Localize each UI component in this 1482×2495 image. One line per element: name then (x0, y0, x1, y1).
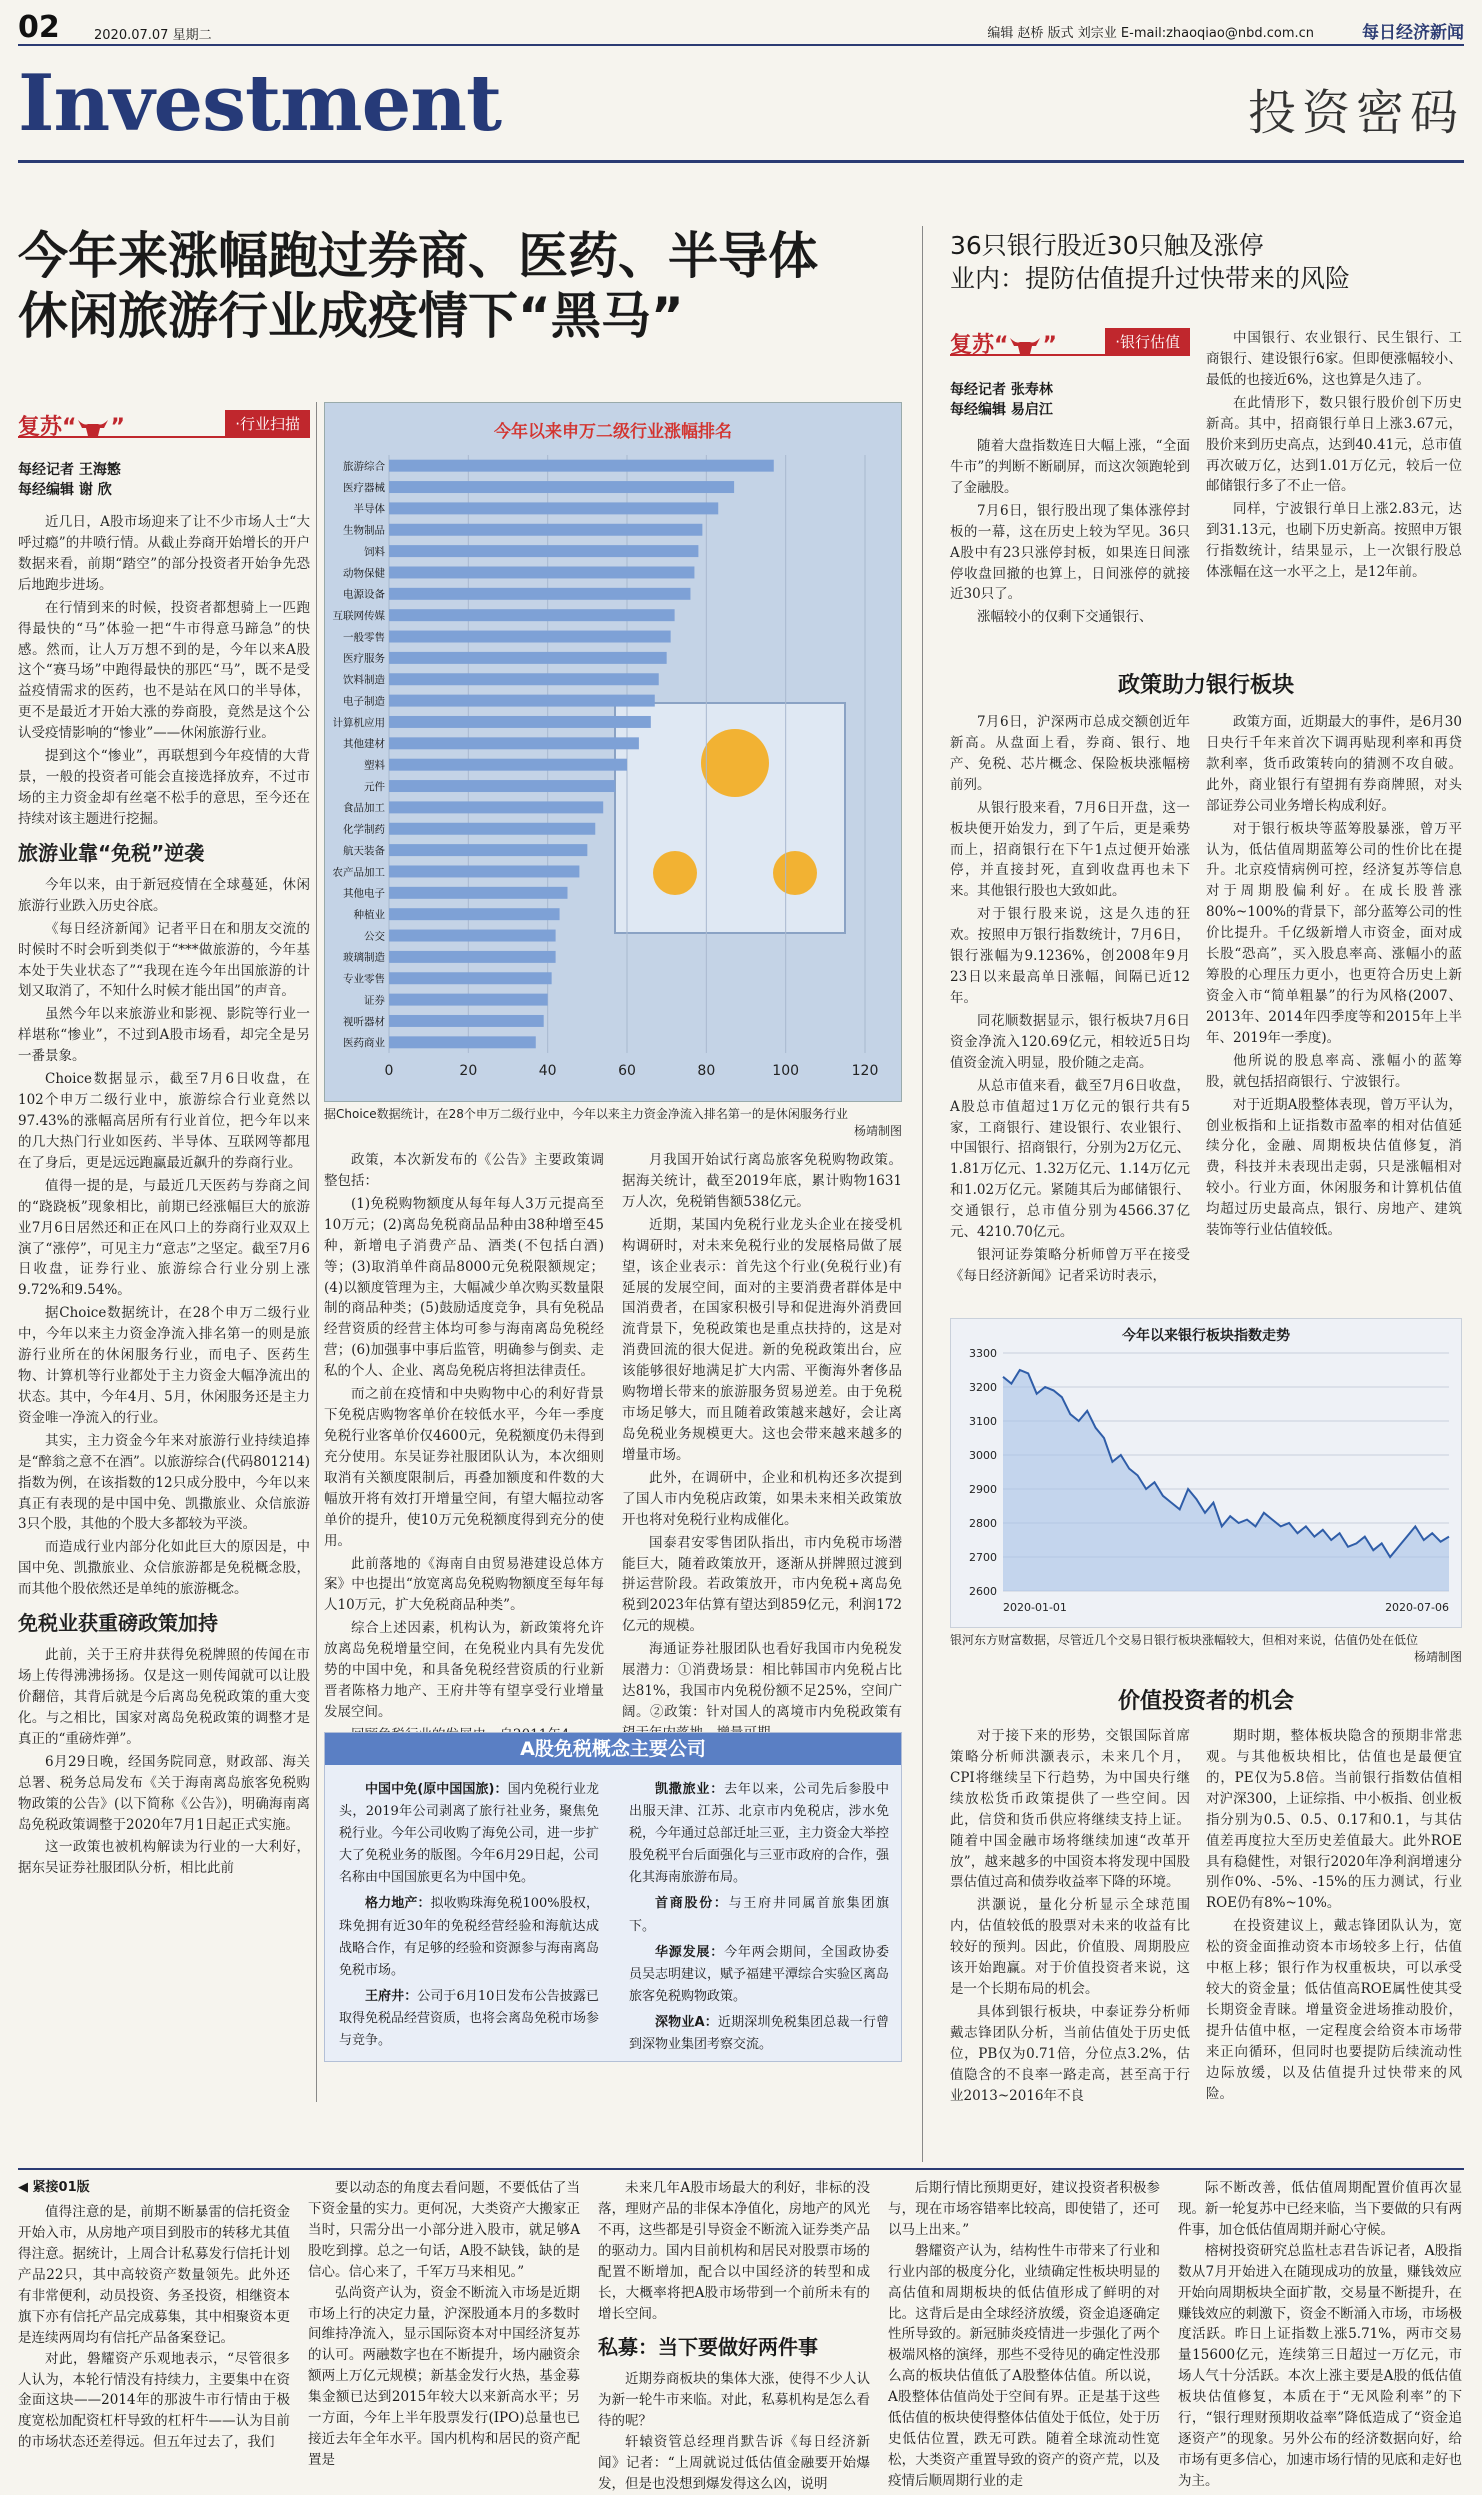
tag-label: ·行业扫描 (225, 410, 310, 437)
paragraph: 具体到银行板块，中泰证券分析师戴志锋团队分析，当前估值处于历史低位，PB仅为0.71倍，分位点3.2%，估值隐含的不良率一路走高，甚至高于行业2013~2016年不良 (950, 2003, 1190, 2104)
paragraph: 随着大盘指数连日大幅上涨，“全面牛市”的判断不断刷屏，而这次领跑轮到了金融股。 (950, 438, 1190, 496)
category-label: 电子制造 (343, 695, 385, 708)
paragraph: 这一政策也被机构解读为行业的一大利好，据东吴证券社服团队分析，相比此前 (18, 1839, 310, 1877)
concept-left-list (339, 1779, 599, 2056)
y-tick-label: 2800 (969, 1517, 997, 1530)
concept-company-name: 华源发展： (655, 1944, 725, 1960)
category-label: 航天装备 (343, 844, 385, 857)
section-divider (18, 160, 1464, 163)
bar (389, 737, 639, 749)
bar (389, 566, 694, 578)
industry-ranking-svg (325, 403, 903, 1103)
bar (389, 865, 579, 877)
subhead-tourism: 旅游业靠“免税”逆袭 (18, 840, 205, 865)
x-tick-label: 120 (851, 1063, 879, 1079)
bar (389, 823, 595, 835)
coin-icon (773, 851, 817, 895)
bar (389, 524, 702, 536)
y-tick-label: 3000 (969, 1449, 997, 1462)
industry-ranking-chart (324, 402, 902, 1102)
paragraph: 月我国开始试行离岛旅客免税购物政策。据海关统计，截至2019年底，累计购物1631万人次，免税销售额538亿元。 (622, 1152, 902, 1210)
y-tick-label: 2600 (969, 1585, 997, 1598)
bar (389, 1036, 536, 1048)
bank-tag-label: ·银行估值 (1105, 328, 1190, 355)
bottom-col3-paragraphs (598, 2178, 870, 2324)
concept-right-list (629, 1779, 889, 2060)
bank-col2-paragraphs (1206, 328, 1462, 583)
bank-headline-line2: 业内：提防估值提升过快带来的风险 (950, 263, 1351, 293)
chart-credit: 杨靖制图 (853, 1123, 902, 1138)
bank-sec1-col1 (950, 712, 1190, 1287)
paragraph: 未来几年A股市场最大的利好，非标的没落，理财产品的非保本净值化，房地产的风光不再，这些都是引导资金不断流入证券类产品的驱动力。国内目前机构和居民对股票市场的配置不断增加，配合以中国经济的转型和成长，大概率将把A股市场带到一个前所未有的增长空间。 (598, 2180, 870, 2322)
bank-byline (950, 380, 1053, 421)
section-title-english: Investment (18, 58, 501, 149)
category-label: 饲料 (364, 545, 385, 558)
date-line (94, 24, 212, 43)
category-label: 计算机应用 (332, 716, 385, 729)
y-tick-label: 2700 (969, 1551, 997, 1564)
paragraph: 7月6日，银行股出现了集体涨停封板的一幕，这在历史上较为罕见。36只A股中有23只涨停封板，如果连日间涨停收盘回撤的也算上，日间涨停的就接近30只了。 (950, 502, 1190, 603)
reporter: 每经记者 王海慜 (18, 462, 121, 478)
paragraph: 弘尚资产认为，资金不断流入市场是近期市场上行的决定力量，沪深股通本月的多数时间维持净流入，显示国际资本对中国经济复苏的认可。两融数字也在不断提升，场内融资余额两上万亿元规模；新基金发行火热，基金募集金额已达到2015年较大以来新高水平；另一方面，今年上半年股票发行(IPO)总量也已接近去年全年水平。国内机构和居民的资产配置是 (308, 2284, 580, 2468)
left-story-column-3 (622, 1150, 902, 1720)
paragraph: 近几日，A股市场迎来了让不少市场人士“大呼过瘾”的井喷行情。从截止券商开始增长的开户数据来看，前期“踏空”的部分投资者开始争先恐后地跑步进场。 (18, 514, 310, 593)
main-headline-line2: 休闲旅游行业成疫情下“黑马” (18, 287, 684, 345)
area-fill (1003, 1370, 1449, 1591)
paragraph: 今年以来，由于新冠疫情在全球蔓延，休闲旅游行业跌入历史谷底。 (18, 876, 310, 914)
category-label: 饮料制造 (343, 674, 385, 687)
y-tick-label: 3100 (969, 1415, 997, 1428)
concept-company-name: 首商股份： (655, 1896, 729, 1912)
concept-item (629, 1893, 889, 1937)
column-rule (316, 402, 317, 2102)
concept-company-name: 深物业A： (655, 2014, 718, 2030)
paragraph: 在此情形下，数只银行股价创下历史新高。其中，招商银行单日上涨3.67元，股价来到历史高点，达到40.41元，总市值再次破万亿，达到1.01万亿元，较后一位邮储银行多了不止一倍。 (1206, 394, 1462, 495)
bank-chart-caption-text: 银河东方财富数据，尽管近几个交易日银行板块涨幅较大，但相对来说，估值仍处在低位 (950, 1633, 1419, 1647)
paragraph: 虽然今年以来旅游业和影视、影院等行业一样堪称“惨业”，不过到A股市场看，却完全是另一番景象。 (18, 1006, 310, 1065)
bottom-col5-paragraphs (1178, 2178, 1462, 2492)
paragraph: 对于接下来的形势，交银国际首席策略分析师洪灏表示，未来几个月，CPI将继续呈下行趋势，为中国央行继续放松货币政策提供了一些空间。因此，信贷和货币供应将继续支持上证。随着中国金融市场将继续加速“改革开放”，越来越多的中国资本将发现中国股票估值过高和债券收益率下降的环境。 (950, 1728, 1190, 1891)
paragraph: 值得一提的是，与最近几天医药与券商之间的“跷跷板”现象相比，前期已经涨幅巨大的旅游业7月6日居然还和正在风口上的券商行业双双上演了“涨停”，可见主力“意志”之坚定。截至7月6日收盘，证券行业、旅游综合行业分别上涨9.72%和9.54%。 (18, 1177, 310, 1299)
bank-reporter: 每经记者 张寿林 (950, 382, 1053, 398)
bank-subhead-policy: 政策助力银行板块 (1117, 673, 1294, 698)
paragraph: 对于银行板块等蓝筹股暴涨，曾万平认为，低估值周期蓝筹公司的性价比在提升。北京疫情病例可控，经济复苏等信息对于周期股偏利好。在成长股普涨80%~100%的背景下，部分蓝筹公司的性价比提升。千亿级新增人市资金，面对成长股“恐高”，买入股息率高、涨幅小的蓝筹股的心理压力更小，也更符合历史上新资金入市“简单粗暴”的行为风格(2007、2013年、2014年四季度等和2015年上半年、2019年一季度)。 (1206, 820, 1462, 1046)
paragraph: 轩辕资管总经理肖默告诉《每日经济新闻》记者：“上周就说过低估值金融要开始爆发，但是也没想到爆发得这么凶，说明 (598, 2434, 870, 2493)
bar (389, 652, 667, 664)
paragraph: 近期券商板块的集体大涨，使得不少人认为新一轮牛市来临。对此，私募机构是怎么看待的呢？ (598, 2371, 870, 2430)
bar (389, 887, 568, 899)
category-label: 塑料 (364, 759, 385, 772)
concept-list-right (629, 1779, 889, 2056)
concept-box-title: A股免税概念主要公司 (325, 1733, 901, 1765)
concept-company-name: 中国中免(原中国国旅)： (365, 1782, 508, 1797)
byline (18, 460, 121, 501)
chart-caption-text: 据Choice数据统计，在28个申万二级行业中，今年以来主力资金净流入排名第一的是休闲服务行业 (324, 1107, 848, 1121)
paragraph: 政策，本次新发布的《公告》主要政策调整包括： (324, 1152, 604, 1189)
y-tick-label: 3300 (969, 1347, 997, 1360)
concept-company-name: 王府井： (365, 1988, 418, 2004)
category-label: 食品加工 (343, 802, 385, 815)
y-tick-label: 2900 (969, 1483, 997, 1496)
concept-item (339, 1893, 599, 1981)
tag-prefix: 复苏“ (18, 415, 77, 440)
paragraph: 国泰君安零售团队指出，市内免税市场潜能巨大，随着政策放开，逐渐从拼牌照过渡到拼运营阶段。若政策放开，市内免税+离岛免税到2023年估算有望达到859亿元，利润172亿元的规模。 (622, 1534, 902, 1635)
lightbulb-icon (701, 729, 769, 797)
concept-company-desc: 与王府井同属首旅集团旗下。 (629, 1896, 889, 1934)
concept-company-desc: 近期深圳免税集团总裁一行曾到深物业集团考察交流。 (629, 2014, 889, 2053)
bar (389, 716, 651, 728)
paragraph: (1)免税购物额度从每年每人3万元提高至10万元；(2)离岛免税商品品种由38种增至45种，新增电子消费产品、酒类(不包括白酒)等；(3)取消单件商品8000元免税限额规定；(4)以额度管理为主，大幅减少单次购买数量限制的商品种类；(5)鼓励适度竞争，具有免税品经营资质的经营主体均可参与海南离岛免税经营；(6)加强事中事后监管，明确参与倒卖、走私的个人、企业、离岛免税店将担法律责任。 (324, 1195, 604, 1380)
category-label: 公交 (364, 930, 385, 943)
chart-title: 今年以来申万二级行业涨幅排名 (494, 422, 732, 442)
bottom-subhead: 私募：当下要做好两件事 (598, 2335, 818, 2360)
category-label: 种植业 (353, 909, 385, 922)
bottom-column-2 (308, 2178, 580, 2468)
bank-sec2-col1 (950, 1726, 1190, 2107)
column-rule-right (922, 226, 923, 2162)
x-tick-label: 0 (384, 1063, 394, 1079)
paragraph: 中国银行、农业银行、民生银行、工商银行、建设银行6家。但即便涨幅较小、最低的也接近6%，这也算是久违了。 (1206, 330, 1462, 388)
bar (389, 545, 698, 557)
tag-suffix: ” (110, 415, 125, 440)
concept-company-desc: 拟收购珠海免税100%股权，珠免拥有近30年的免税经营经验和海航达成战略合作，有足够的经验和资源参与海南离岛免税市场。 (339, 1896, 600, 1978)
category-label: 证券 (364, 994, 385, 1007)
concept-item (629, 1779, 889, 1889)
category-label: 半导体 (353, 503, 385, 516)
x-tick-label: 60 (618, 1063, 636, 1079)
category-label: 医疗服务 (343, 652, 385, 665)
masthead-bar (18, 10, 1464, 46)
bank-subhead-value: 价值投资者的机会 (1117, 1689, 1294, 1714)
bank-tag-prefix: 复苏“ (950, 333, 1009, 358)
paragraph: 银河证券策略分析师曾万平在接受《每日经济新闻》记者采访时表示， (950, 1247, 1190, 1284)
bank-sec1-col2 (1206, 712, 1462, 1241)
x-tick-label: 20 (459, 1063, 478, 1079)
category-label: 元件 (364, 780, 385, 793)
category-label: 一般零售 (343, 631, 385, 644)
paragraph: 而之前在疫情和中央购物中心的利好背景下免税店购物客单价在较低水平，今年一季度免税行业客单价仅4600元，免税额度仍未得到充分使用。东吴证券社服团队认为，本次细则取消有关额度限制后，再叠加额度和件数的大幅放开将有效打开增量空间，有望大幅拉动客单价的提升，使10万元免税额度得到充分的使用。 (324, 1386, 604, 1549)
bottom-column-3 (598, 2178, 870, 2493)
paragraph: 《每日经济新闻》记者平日在和朋友交流的时候时不时会听到类似于“***做旅游的，今年基本处于失业状态了”“我现在连今年出国旅游的计划又取消了，不知什么时候才能出国”的声音。 (18, 920, 310, 1000)
category-label: 其他电子 (343, 887, 385, 900)
category-label: 动物保健 (343, 567, 385, 580)
bank-tag-bar (950, 328, 1190, 356)
category-label: 其他建材 (343, 738, 385, 751)
continue-tag: ◀ 紧接01版 (18, 2180, 90, 2195)
bar (389, 908, 560, 920)
bank-index-svg (951, 1319, 1463, 1629)
subhead-dutyfree: 免税业获重磅政策加持 (18, 1611, 218, 1636)
bull-icon (1008, 334, 1042, 356)
category-label: 医疗器械 (343, 481, 385, 494)
bar (389, 930, 556, 942)
bar (389, 994, 548, 1006)
bank-tag-suffix: ” (1042, 333, 1057, 358)
concept-company-desc: 今年两会期间，全国政协委员吴志明建议，赋予福建平潭综合实验区离岛旅客免税购物政策。 (629, 1944, 890, 2004)
editor: 每经编辑 谢 欣 (18, 482, 112, 499)
bottom-col2-paragraphs (308, 2178, 580, 2471)
section-title-chinese: 投资密码 (1247, 85, 1464, 141)
paragraph: 海通证券社服团队也看好我国市内免税发展潜力：①消费场景：相比韩国市内免税占比达81%，我国市内免税份额不足25%，空间广阔。②政策：针对国人的离境市内免税政策有 (622, 1641, 902, 1720)
category-label: 专业零售 (343, 973, 385, 986)
weekday: 星期二 (172, 28, 212, 43)
bank-chart-title: 今年以来银行板块指数走势 (1122, 1328, 1290, 1344)
x-tick-label: 100 (772, 1063, 800, 1079)
bar (389, 844, 587, 856)
x-tick-label: 40 (538, 1063, 557, 1079)
category-label: 玻璃制造 (343, 951, 385, 964)
paragraph: 磐耀资产认为，结构性牛市带来了行业和行业内部的极度分化，业绩确定性板块明显的高估值和周期板块的低估值形成了鲜明的对比。这背后是由全球经济放缓，资金追逐确定性所导致的。新冠肺炎疫情进一步强化了两个极端风格的演绎，那些不受待见的确定性没那么高的板块估值低了A股整体估值。所以说，A股整体估值尚处于空间有界。正是基于这些低估值的板块使得整体估值处于低位，处于历史低估位置，跌无可跌。随着全球流动性宽松，大类资产重置导致的资产的资产荒，以及疫情后顺周期行业的走 (888, 2242, 1160, 2489)
page-number: 02 (18, 10, 60, 45)
bar (389, 502, 718, 514)
paragraph: 同花顺数据显示，银行板块7月6日资金净流入120.69亿元，相较近5日均值资金流入明显，股价随之走高。 (950, 1012, 1190, 1071)
date: 2020.07.07 (94, 28, 169, 43)
story-tag-bar (18, 410, 310, 438)
bank-column-1 (950, 436, 1190, 646)
bottom-col3b-paragraphs (598, 2369, 870, 2495)
bar (389, 588, 690, 600)
concept-stocks-box (324, 1732, 902, 2062)
paragraph: 榕树投资研究总监杜志君告诉记者，A股指数从7月开始进入在随现成功的放量，赚钱效应开始向周期板块全面扩散，交易量不断提升，在赚钱效应的刺激下，资金不断涌入市场，市场极度活跃。昨日上证指数上涨5.71%，两市交易量15600亿元，连续第三日超过一万亿元，市场人气十分活跃。本次上涨主要是A股的低估值板块估值修复，本质在于“无风险利率”的下行，“银行理财预期收益率”降低造成了“资金追逐资产”的现象。另外公布的经济数据向好，给市场有更多信心，加速市场行情的见底和走好也为主。 (1178, 2242, 1462, 2489)
concept-list-left (339, 1779, 599, 2052)
concept-item (339, 1986, 599, 2052)
paragraph: Choice数据显示，截至7月6日收盘，在102个申万二级行业中，旅游综合行业竟然以97.43%的涨幅高居所有行业首位，把今年以来的几大热门行业如医药、半导体、互联网等都甩在了身后，更是远远跑赢最近飙升的券商行业。 (18, 1071, 310, 1171)
concept-item (629, 2012, 889, 2056)
bottom-divider (18, 2168, 1464, 2170)
paragraph: 综合上述因素，机构认为，新政策将允许放离岛免税增量空间，在免税业内具有先发优势的中国中免，和具备免税经营资质的行业新晋者陈格力地产、王府井等有望享受行业增量发展空间。 (324, 1620, 604, 1720)
bar (389, 631, 671, 643)
bottom-column-5 (1178, 2178, 1462, 2489)
concept-company-name: 格力地产： (365, 1896, 431, 1912)
paragraph: 据Choice数据统计，在28个申万二级行业中，今年以来主力资金净流入排名第一的则是旅游行业所在的休闲服务行业，而电子、医药生物、计算机等行业都处于主力资金大幅净流出的状态。其中，今年4月、5月，休闲服务还是主力资金唯一净流入的行业。 (18, 1305, 310, 1426)
paragraph: 从总市值来看，截至7月6日收盘，A股总市值超过1万亿元的银行共有5家，工商银行、建设银行、农业银行、中国银行、招商银行，分别为2万亿元、1.81万亿元、1.32万亿元、1.14万亿元和1.02万亿元。紧随其后为邮储银行、交通银行，总市值分别为4566.37亿元、4210.70亿元。 (950, 1077, 1190, 1241)
bottom-column-1 (18, 2178, 290, 2451)
category-label: 医药商业 (343, 1037, 385, 1050)
section2-paragraphs (18, 1645, 310, 1879)
bank-policy-column-2 (1206, 712, 1462, 1312)
category-label: 视听器材 (343, 1015, 385, 1028)
x-tick-label: 2020-01-01 (1003, 1601, 1067, 1614)
intro-paragraphs (18, 512, 310, 830)
bar (389, 801, 603, 813)
paragraph: 近期，某国内免税行业龙头企业在接受机构调研时，对未来免税行业的发展格局做了展望，该企业表示：首先这个行业(免税行业)有延展的发展空间，面对的主要消费者群体是中国消费者，在国家积极引导和促进海外消费回流背景下，免税政策也是重点扶持的，这是对消费回流的很大促进。新的免税政策出台，应该能够很好地满足扩大内需、平衡海外奢侈品购物增长带来的旅游服务贸易逆差。由于免税市场足够大，而且随着政策越来越好，会让离岛免税业务规模更大。这也会带来越来越多的增量市场。 (622, 1216, 902, 1463)
bar (389, 673, 659, 685)
section1-paragraphs (18, 875, 310, 1600)
paragraph: 其实，主力资金今年来对旅游行业持续追捧是“醉翁之意不在酒”。以旅游综合(代码801214)指数为例，在该指数的12只成分股中，今年以来真正有表现的是中国中免、凯撒旅业、众信旅游3只个股，其他的个股大多都较为平淡。 (18, 1432, 310, 1533)
concept-company-desc: 去年以来，公司先后参股中出服天津、江苏、北京市内免税店，涉水免税，今年通过总部迁址三亚，主力资金大举控股免税平台后面强化与三亚市政府的合作，强化其海南旅游布局。 (629, 1782, 890, 1886)
bank-value-column-1 (950, 1726, 1190, 2162)
concept-item (339, 1779, 599, 1889)
main-headline (18, 226, 918, 346)
bank-headline-line1: 36只银行股近30只触及涨停 (950, 231, 1264, 260)
paragraph: 他所说的股息率高、涨幅小的蓝筹股，就包括招商银行、宁波银行。 (1206, 1052, 1462, 1090)
paragraph: 涨幅较小的仅剩下交通银行、 (977, 609, 1153, 626)
category-label: 农产品加工 (332, 866, 385, 879)
paragraph: 对此，磐耀资产乐观地表示，“尽管很多人认为，本轮行情没有持续力，主要集中在资金面这块——2014年的那波牛市行情由于极度宽松加配资杠杆导致的杠杆牛——认为目前的市场状态还差得远。但五年过去了，我们 (18, 2350, 290, 2451)
bar (389, 481, 734, 493)
bar (389, 460, 774, 472)
bank-editor: 每经编辑 易启江 (950, 402, 1053, 419)
category-label: 化学制药 (343, 823, 385, 836)
left-story-column-1 (18, 512, 310, 2162)
paragraph: 此前落地的《海南自由贸易港建设总体方案》中也提出“放宽离岛免税购物额度至每年每人10万元，扩大免税商品种类”。 (324, 1555, 604, 1614)
paper-name: 每日经济新闻 (1362, 23, 1464, 43)
bottom-column-4 (888, 2178, 1160, 2489)
paragraph: 此前，关于王府井获得免税牌照的传闻在市场上传得沸沸扬扬。仅是这一则传闻就可以让股价翻倍，其背后就是今后离岛免税政策的重大变化。与之相比，国家对离岛免税政策的调整才是真正的“重磅炸弹”。 (18, 1647, 310, 1747)
concept-company-desc: 国内免税行业龙头，2019年公司剥离了旅行社业务，聚焦免税行业。今年公司收购了海免公司，进一步扩大了免税业务的版图。今年6月29日起，公司名称由中国国旅更名为中国中免。 (339, 1782, 600, 1886)
concept-company-desc: 公司于6月10日发布公告披露已取得免税品经营资质，也将会离岛免税市场参与竞争。 (339, 1988, 600, 2049)
bar (389, 759, 627, 771)
bar (389, 951, 556, 963)
bank-chart-caption (950, 1632, 1462, 1666)
paragraph: 洪灏说，量化分析显示全球范围内，估值较低的股票对未来的收益有比较好的预判。因此，价值股、周期股应该开始跑赢。对于价值投资者来说，这是一个长期布局的机会。 (950, 1897, 1190, 1998)
bank-policy-column-1 (950, 712, 1190, 1312)
concept-company-name: 凯撒旅业： (655, 1782, 725, 1797)
category-label: 旅游综合 (343, 460, 385, 473)
paragraph: 提到这个“惨业”，再联想到今年疫情的大背景，一般的投资者可能会直接选择放弃，不过市场的主力资金却有丝毫不松手的意思，至今还在持续对该主题进行挖掘。 (18, 748, 310, 827)
category-label: 电源设备 (343, 588, 385, 601)
x-tick-label: 2020-07-06 (1385, 1601, 1449, 1614)
paragraph: 而造成行业内部分化如此巨大的原因是，中国中免、凯撒旅业、众信旅游都是免税概念股，而其他个股依然还是单纯的旅游概念。 (18, 1539, 310, 1598)
bank-index-chart (950, 1318, 1462, 1628)
right-col-paragraphs (622, 1150, 902, 1744)
left-story-column-2 (324, 1150, 604, 1720)
paragraph: 6月29日晚，经国务院同意，财政部、海关总署、税务总局发布《关于海南离岛旅客免税购物政策的公告》(以下简称《公告》)，明确海南离岛免税政策调整于2020年7月1日起正式实施。 (18, 1753, 310, 1833)
y-tick-label: 3200 (969, 1381, 997, 1394)
chart-caption (324, 1106, 902, 1140)
bull-icon (76, 416, 110, 438)
paragraph: 际不断改善，低估值周期配置价值再次显现。新一轮复苏中已经来临，当下要做的只有两件事，加仓低估值周期并耐心守候。 (1178, 2180, 1462, 2238)
bar (389, 1015, 544, 1027)
bar (389, 695, 655, 707)
bank-sec2-col2 (1206, 1726, 1462, 2105)
bank-column-2 (1206, 328, 1462, 646)
paragraph: 政策方面，近期最大的事件，是6月30日央行千年来首次下调再贴现利率和再贷款利率，货币政策转向的猜测不攻自破。此外，商业银行有望拥有券商牌照，对头部证券公司业务增长构成利好。 (1206, 714, 1462, 814)
bottom-col1-paragraphs (18, 2202, 290, 2453)
paragraph: 在行情到来的时候，投资者都想骑上一匹跑得最快的“马”体验一把“牛市得意马蹄急”的快感。然而，让人万万想不到的是，今年以来A股这个“赛马场”中跑得最快的那匹“马”，既不是受益疫情需求的医药，也不是站在风口的半导体，更不是最近才开始大涨的券商股，竟然是这个公认受疫情影响的“惨业”——休闲旅游行业。 (18, 599, 310, 742)
paragraph: 对于近期A股整体表现，曾万平认为，创业板指和上证指数市盈率的相对估值延续分化，金融、周期板块估值修复，消费，科技并未表现出走弱，只是涨幅相对较小。行业方面，休闲服务和计算机估值均超过历史最高点，银行、房地产、建筑装饰等行业估值较低。 (1206, 1096, 1462, 1239)
main-headline-line1: 今年来涨幅跑过券商、医药、半导体 (18, 227, 818, 285)
paragraph: 值得注意的是，前期不断暴雷的信托资金开始入市，从房地产项目到股市的转移尤其值得注意。据统计，上周合计私募发行信托计划产品22只，其中高较资产数量领先。此外还有非常便利，动员投资、务圣投资，相继资本旗下亦有信托产品完成募集，其中相聚资本更是连续两周均有信托产品备案登记。 (18, 2204, 290, 2346)
paragraph: 在投资建议上，戴志锋团队认为，宽松的资金面推动资本市场较多上行，估值中枢上移；银行作为权重板块，可以承受较大的资金量；低估值高ROE属性使其受长期资金青睐。增量资金进场推动股价，提升估值中枢，一定程度会给资本市场带来正向循环，但同时也要提防后续流动性边际放缓，以及估值提升过快带来的风险。 (1206, 1918, 1462, 2102)
bar (389, 609, 675, 621)
category-label: 互联网传媒 (332, 610, 385, 623)
paragraph: 此外，在调研中，企业和机构还多次提到了国人市内免税店政策，如果未来相关政策放开也将对免税行业构成催化。 (622, 1469, 902, 1528)
bank-value-column-2 (1206, 1726, 1462, 2162)
category-label: 生物制品 (343, 524, 385, 537)
editor-credits: 编辑 赵桥 版式 刘宗业 E-mail:zhaoqiao@nbd.com.cn (987, 26, 1314, 41)
coin-icon (653, 851, 697, 895)
bar (389, 972, 552, 984)
paragraph: 要以动态的角度去看问题，不要低估了当下资金量的实力。更何况，大类资产大搬家正当时，只需分出一小部分进入股市，就足够A股吃到撑。总之一句话，A股不缺钱，缺的是信心。信心来了，千军万马来相见。” (308, 2180, 580, 2280)
bank-col1-paragraphs (950, 436, 1190, 628)
paragraph: 同样，宁波银行单日上涨2.83元，达到31.13元，也刷下历史新高。按照申万银行指数统计，结果显示，上一次银行股总体涨幅在这一水平之上，是12年前。 (1206, 501, 1462, 581)
bottom-col4-paragraphs (888, 2178, 1160, 2492)
concept-item (629, 1942, 889, 2008)
bank-headline (950, 230, 1462, 295)
bank-chart-credit: 杨靖制图 (1413, 1649, 1462, 1664)
mid-paragraphs (324, 1150, 604, 1746)
paragraph: 7月6日，沪深两市总成交额创近年新高。从盘面上看，券商、银行、地产、免税、芯片概念、保险板块涨幅榜前列。 (950, 714, 1190, 793)
paragraph: 后期行情比预期更好，建议投资者积极参与，现在市场容错率比较高，即使错了，还可以马上出来。” (888, 2180, 1160, 2238)
bar (389, 780, 615, 792)
paragraph: 从银行股来看，7月6日开盘，这一板块便开始发力，到了午后，更是乘势而上，招商银行在下午1点过便开始涨停，并直接封死，直到收盘再也未下来。其他银行股也大致如此。 (950, 799, 1190, 900)
paragraph: 对于银行股来说，这是久违的狂欢。按照申万银行指数统计，7月6日，银行涨幅为9.1236%，创2008年9月23日以来最高单日涨幅，间隔已近12年。 (950, 906, 1190, 1006)
paragraph: 期时期，整体板块隐含的预期非常悲观。与其他板块相比，估值也是最便宜的，PE仅为5.8倍。当前银行指数估值相对沪深300，上证综指、中小板指、创业板指分别为0.5、0.5、0.17和0.1，与其估值差再度拉大至历史差值最大。此外ROE具有稳健性，对银行2020年净利润增速分别作0%、-5%、-15%的压力测试，行业ROE仍有8%~10%。 (1206, 1728, 1462, 1912)
x-tick-label: 80 (697, 1063, 716, 1079)
